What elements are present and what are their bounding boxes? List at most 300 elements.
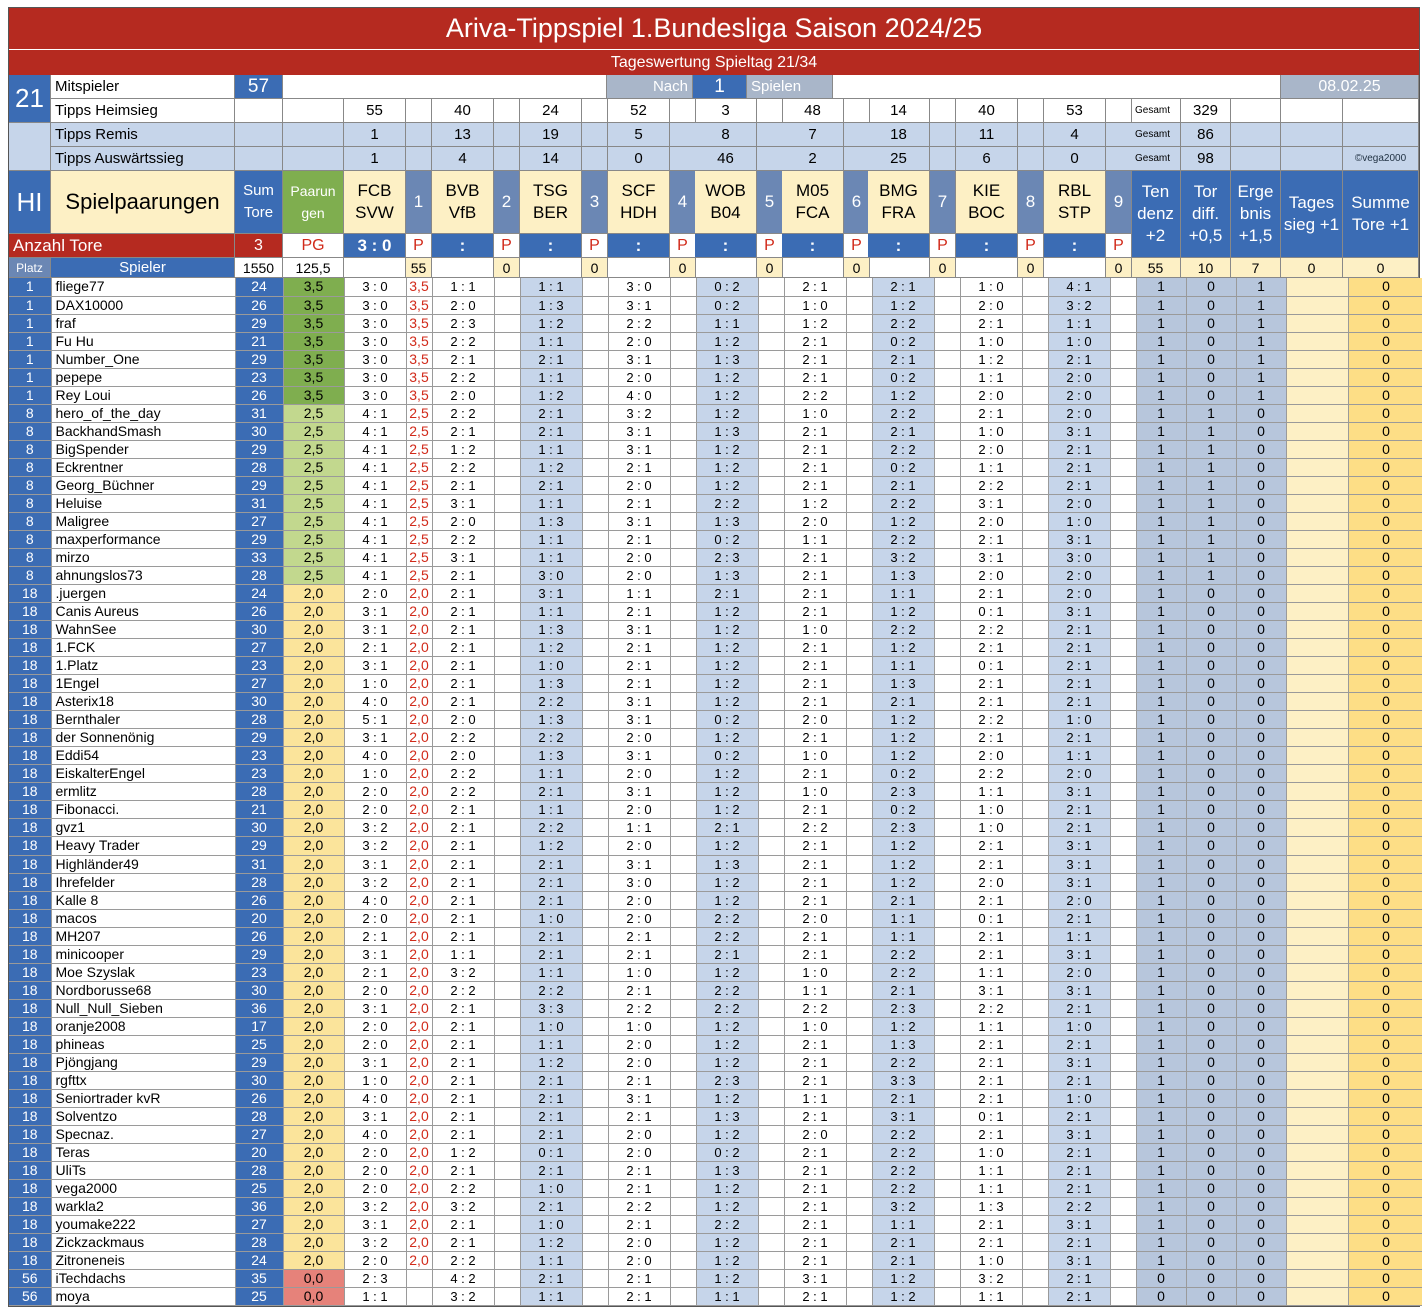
spieler-name: Fu Hu	[51, 332, 235, 350]
points-cell	[494, 801, 520, 819]
home-team: WOB	[705, 181, 746, 200]
spieler-name: Null_Null_Sieben	[51, 999, 235, 1017]
tipp-cell: 1 : 1	[784, 530, 846, 548]
points-cell	[1110, 1071, 1136, 1089]
points-cell	[934, 1144, 960, 1162]
points-cell	[1110, 1125, 1136, 1143]
platz-cell: 18	[9, 837, 51, 855]
tipp-cell: 2 : 1	[1048, 1107, 1110, 1125]
points-cell	[1022, 585, 1048, 603]
tendenz-cell: 1	[1136, 278, 1186, 296]
points-label: P	[582, 234, 608, 258]
points-cell	[846, 1071, 872, 1089]
points-cell	[582, 1089, 608, 1107]
points-cell	[582, 567, 608, 585]
tipp-cell: 2 : 0	[608, 891, 670, 909]
match-header	[782, 171, 844, 234]
paarungen-points: 2,0	[283, 657, 344, 675]
spieler-name: UliTs	[51, 1162, 235, 1180]
points-cell	[758, 819, 784, 837]
points-cell	[934, 1089, 960, 1107]
spieler-name: pepepe	[51, 368, 235, 386]
tipp-cell: 2 : 1	[784, 1107, 846, 1125]
platz-cell: 8	[9, 548, 51, 566]
tipp-cell: 1 : 1	[960, 1162, 1022, 1180]
ergebnis-cell: 0	[1236, 530, 1286, 548]
points-cell	[670, 981, 696, 999]
tipp-cell: 3 : 1	[608, 783, 670, 801]
away-team: B04	[710, 203, 741, 222]
sum-tore-cell: 28	[235, 1234, 283, 1252]
points-cell	[1110, 783, 1136, 801]
tipps-aus-total: 98	[1181, 147, 1231, 171]
tipps-heim-count: 3	[695, 99, 757, 123]
points-cell: 2,0	[406, 981, 432, 999]
tipp-cell: 3 : 1	[960, 494, 1022, 512]
home-team: KIE	[972, 181, 1001, 200]
points-cell	[934, 1071, 960, 1089]
blank-cell	[844, 99, 870, 123]
platz-cell: 18	[9, 675, 51, 693]
tipp-cell: 1 : 3	[520, 296, 582, 314]
points-cell	[670, 837, 696, 855]
paarungen-points: 3,5	[283, 278, 344, 296]
tordiff-cell: 1	[1186, 567, 1236, 585]
summe-tore-cell: 0	[1348, 693, 1422, 711]
points-total: 55	[406, 258, 432, 278]
summe-tore-cell: 0	[1348, 1198, 1422, 1216]
summe-tore-cell: 0	[1348, 783, 1422, 801]
ergebnis-header: Erge bnis +1,5	[1231, 171, 1281, 258]
points-cell	[670, 783, 696, 801]
tipp-cell: 1 : 1	[520, 1035, 582, 1053]
summe-tore-cell: 0	[1348, 548, 1422, 566]
tipp-cell: 1 : 0	[960, 1252, 1022, 1270]
points-cell	[494, 476, 520, 494]
tipp-cell: 2 : 0	[432, 296, 494, 314]
points-cell	[934, 801, 960, 819]
tordiff-cell: 0	[1186, 747, 1236, 765]
platz-cell: 18	[9, 603, 51, 621]
spieler-name: Number_One	[51, 350, 235, 368]
tendenz-cell: 1	[1136, 1107, 1186, 1125]
points-cell	[1110, 765, 1136, 783]
points-cell	[1022, 1035, 1048, 1053]
points-cell	[494, 386, 520, 404]
points-cell: 3,5	[406, 386, 432, 404]
platz-cell: 18	[9, 657, 51, 675]
spieler-name: Fibonacci.	[51, 801, 235, 819]
platz-cell: 18	[9, 747, 51, 765]
ergebnis-cell: 0	[1236, 1017, 1286, 1035]
tordiff-cell: 1	[1186, 494, 1236, 512]
tipp-cell: 1 : 2	[872, 639, 934, 657]
points-cell	[494, 1162, 520, 1180]
tipp-cell: 1 : 1	[520, 278, 582, 296]
tordiff-cell: 0	[1186, 855, 1236, 873]
tendenz-cell: 1	[1136, 458, 1186, 476]
points-cell	[1022, 657, 1048, 675]
spieler-name: hero_of_the_day	[51, 404, 235, 422]
tipp-cell: 2 : 1	[432, 1053, 494, 1071]
tipp-cell: 2 : 1	[1048, 675, 1110, 693]
ergebnis-cell: 0	[1236, 963, 1286, 981]
tipp-cell: 2 : 1	[432, 1125, 494, 1143]
tipp-cell: 1 : 1	[520, 603, 582, 621]
points-cell	[670, 621, 696, 639]
points-cell	[934, 1180, 960, 1198]
home-team: M05	[795, 181, 830, 200]
spieler-name: youmake222	[51, 1216, 235, 1234]
points-cell	[934, 855, 960, 873]
points-cell: 2,0	[406, 1198, 432, 1216]
table-row	[9, 909, 1422, 927]
points-cell	[846, 1162, 872, 1180]
points-cell	[670, 1198, 696, 1216]
spieler-name: rgfttx	[51, 1071, 235, 1089]
points-cell	[670, 1162, 696, 1180]
tipp-cell: 3 : 1	[608, 440, 670, 458]
tipp-cell: 2 : 1	[1048, 801, 1110, 819]
tendenz-cell: 1	[1136, 1071, 1186, 1089]
points-cell: 2,0	[406, 1035, 432, 1053]
spieler-name: iTechdachs	[51, 1270, 235, 1288]
mitspieler-count: 57	[235, 75, 283, 99]
tipp-cell: 1 : 2	[696, 404, 758, 422]
tipp-cell: 2 : 2	[432, 729, 494, 747]
tipp-cell: 2 : 1	[784, 368, 846, 386]
tipp-cell: 2 : 1	[960, 585, 1022, 603]
sum-tore-cell: 27	[235, 639, 283, 657]
platz-cell: 18	[9, 1035, 51, 1053]
tipp-cell: 2 : 1	[520, 1198, 582, 1216]
tipp-cell: 2 : 2	[872, 314, 934, 332]
summe-tore-cell: 0	[1348, 819, 1422, 837]
paarungen-points: 2,0	[283, 675, 344, 693]
points-cell	[670, 1071, 696, 1089]
points-cell: 2,0	[406, 1180, 432, 1198]
tipp-cell: 2 : 1	[784, 1216, 846, 1234]
tipp-cell: 4 : 0	[608, 386, 670, 404]
points-cell	[494, 440, 520, 458]
points-cell: 2,5	[406, 530, 432, 548]
summe-tore-cell: 0	[1348, 530, 1422, 548]
tipps-remis-count: 5	[608, 123, 670, 147]
summe-tore-cell: 0	[1348, 765, 1422, 783]
tordiff-cell: 0	[1186, 1017, 1236, 1035]
tipp-cell: 1 : 2	[784, 494, 846, 512]
points-cell	[494, 747, 520, 765]
tipp-cell: 1 : 2	[696, 639, 758, 657]
tipp-cell: 2 : 0	[344, 1162, 406, 1180]
points-cell	[1110, 1180, 1136, 1198]
ergebnis-cell: 0	[1236, 1071, 1286, 1089]
points-cell	[494, 837, 520, 855]
tordiff-cell: 0	[1186, 963, 1236, 981]
table-row	[9, 783, 1422, 801]
tipps-aus-label: Tipps Auswärtssieg	[51, 147, 235, 171]
tipp-cell: 3 : 2	[872, 1198, 934, 1216]
points-cell	[758, 729, 784, 747]
points-cell	[1022, 1216, 1048, 1234]
tipp-cell: 4 : 1	[344, 440, 406, 458]
match-header	[608, 171, 670, 234]
paarungen-points: 2,5	[283, 422, 344, 440]
points-cell	[494, 873, 520, 891]
match-result: 3 : 0	[344, 234, 406, 258]
tipp-cell: 1 : 0	[784, 1017, 846, 1035]
points-cell: 2,0	[406, 819, 432, 837]
points-cell	[494, 1180, 520, 1198]
match-result: :	[608, 234, 670, 258]
platz-cell: 18	[9, 1071, 51, 1089]
points-cell	[494, 765, 520, 783]
tipp-cell: 2 : 0	[608, 909, 670, 927]
table-row	[9, 332, 1422, 350]
tipp-cell: 4 : 0	[344, 1125, 406, 1143]
tipp-cell: 3 : 0	[344, 386, 406, 404]
page-title: Ariva-Tippspiel 1.Bundesliga Saison 2024/25	[9, 8, 1419, 49]
points-cell: 2,5	[406, 476, 432, 494]
points-cell	[758, 801, 784, 819]
tipp-cell: 2 : 1	[1048, 639, 1110, 657]
platz-cell: 1	[9, 350, 51, 368]
tagessieg-cell	[1286, 1180, 1348, 1198]
spieler-name: Maligree	[51, 512, 235, 530]
points-cell	[846, 512, 872, 530]
tipps-remis-count: 1	[344, 123, 406, 147]
table-row	[9, 1144, 1422, 1162]
match-number: 3	[582, 171, 608, 234]
blank-cell	[1018, 99, 1044, 123]
points-cell	[1022, 801, 1048, 819]
points-cell	[846, 675, 872, 693]
points-cell: 2,0	[406, 1144, 432, 1162]
points-cell	[934, 404, 960, 422]
tipp-cell: 1 : 2	[696, 1017, 758, 1035]
points-cell: 2,0	[406, 729, 432, 747]
tipp-cell: 3 : 0	[344, 368, 406, 386]
tordiff-cell: 0	[1186, 368, 1236, 386]
tipp-cell: 1 : 2	[696, 440, 758, 458]
tipp-cell: 1 : 1	[432, 278, 494, 296]
points-cell	[758, 675, 784, 693]
points-cell: 2,0	[406, 657, 432, 675]
ergebnis-cell: 0	[1236, 440, 1286, 458]
summe-tore-cell: 0	[1348, 927, 1422, 945]
ergebnis-cell: 1	[1236, 296, 1286, 314]
tipp-cell: 2 : 2	[872, 1162, 934, 1180]
tipp-cell: 2 : 2	[960, 621, 1022, 639]
tipp-cell: 1 : 1	[344, 1288, 406, 1306]
matchday-number: 21	[9, 75, 51, 123]
tendenz-cell: 1	[1136, 711, 1186, 729]
tagessieg-cell	[1286, 621, 1348, 639]
paarungen-points: 2,0	[283, 1035, 344, 1053]
tipp-cell: 2 : 1	[784, 567, 846, 585]
paarungen-points: 2,5	[283, 494, 344, 512]
match-header	[1044, 171, 1106, 234]
table-row	[9, 1125, 1422, 1143]
tipp-cell: 3 : 0	[344, 350, 406, 368]
points-cell	[846, 639, 872, 657]
points-cell	[846, 530, 872, 548]
paarungen-points: 2,0	[283, 621, 344, 639]
points-cell	[1022, 422, 1048, 440]
tipp-cell: 0 : 2	[872, 458, 934, 476]
points-cell	[846, 386, 872, 404]
tipp-cell: 2 : 2	[432, 1180, 494, 1198]
blank-cell	[1106, 147, 1132, 171]
tipp-cell: 1 : 0	[960, 819, 1022, 837]
tipp-cell: 2 : 1	[784, 422, 846, 440]
tipps-aus-count: 6	[956, 147, 1018, 171]
tipp-cell: 1 : 2	[872, 729, 934, 747]
sum-tore-cell: 31	[235, 404, 283, 422]
tipp-cell: 2 : 1	[1048, 729, 1110, 747]
tipp-cell: 2 : 2	[608, 1198, 670, 1216]
points-cell	[1022, 350, 1048, 368]
tipp-cell: 1 : 1	[520, 530, 582, 548]
points-cell	[846, 999, 872, 1017]
blank-cell	[608, 258, 670, 278]
points-total: 0	[670, 258, 696, 278]
points-cell	[582, 1144, 608, 1162]
paarungen-points: 2,0	[283, 783, 344, 801]
points-cell	[1022, 873, 1048, 891]
tipp-cell: 2 : 1	[784, 837, 846, 855]
paarungen-points: 3,5	[283, 350, 344, 368]
points-cell	[1022, 783, 1048, 801]
tagessieg-cell	[1286, 1125, 1348, 1143]
points-cell	[758, 1198, 784, 1216]
anzahl-tore-value: 3	[235, 234, 283, 258]
tipp-cell: 4 : 1	[344, 404, 406, 422]
tipp-cell: 3 : 1	[872, 1107, 934, 1125]
blank-cell	[833, 75, 1281, 99]
ergebnis-cell: 0	[1236, 512, 1286, 530]
tipp-cell: 2 : 1	[432, 639, 494, 657]
tipp-cell: 0 : 2	[696, 1144, 758, 1162]
tipp-cell: 2 : 0	[960, 873, 1022, 891]
points-cell	[1022, 1234, 1048, 1252]
points-cell	[934, 747, 960, 765]
tipp-cell: 2 : 0	[432, 711, 494, 729]
tipp-cell: 3 : 1	[1048, 530, 1110, 548]
spieler-name: mirzo	[51, 548, 235, 566]
tordiff-cell: 0	[1186, 711, 1236, 729]
tipp-cell: 2 : 2	[432, 368, 494, 386]
points-cell	[1110, 909, 1136, 927]
points-cell	[934, 422, 960, 440]
summe-tore-cell: 0	[1348, 855, 1422, 873]
tordiff-cell: 0	[1186, 999, 1236, 1017]
points-label: P	[1106, 234, 1132, 258]
tendenz-cell: 1	[1136, 440, 1186, 458]
match-number: 4	[670, 171, 696, 234]
points-cell	[1110, 729, 1136, 747]
sum-tore-cell: 26	[235, 296, 283, 314]
tipp-cell: 2 : 1	[960, 1125, 1022, 1143]
tipp-cell: 2 : 0	[1048, 404, 1110, 422]
tipp-cell: 3 : 1	[344, 621, 406, 639]
tipp-cell: 1 : 1	[1048, 747, 1110, 765]
points-cell	[1110, 548, 1136, 566]
platz-cell: 18	[9, 711, 51, 729]
points-cell	[758, 1053, 784, 1071]
ergebnis-cell: 1	[1236, 350, 1286, 368]
tipp-cell: 1 : 1	[960, 1180, 1022, 1198]
table-row	[9, 458, 1422, 476]
table-row	[9, 855, 1422, 873]
points-cell	[1022, 314, 1048, 332]
ergebnis-cell: 0	[1236, 603, 1286, 621]
points-cell	[1110, 1198, 1136, 1216]
points-cell	[494, 548, 520, 566]
points-cell	[670, 1125, 696, 1143]
points-cell	[494, 855, 520, 873]
blank-cell	[930, 99, 956, 123]
tipp-cell: 2 : 2	[608, 314, 670, 332]
points-cell	[1110, 891, 1136, 909]
tipp-cell: 1 : 2	[872, 386, 934, 404]
tordiff-cell: 1	[1186, 440, 1236, 458]
tipp-cell: 2 : 0	[344, 1017, 406, 1035]
tipp-cell: 2 : 1	[1048, 1035, 1110, 1053]
points-cell	[1110, 314, 1136, 332]
tipp-cell: 1 : 0	[784, 783, 846, 801]
tipp-cell: 2 : 2	[872, 963, 934, 981]
platz-cell: 1	[9, 314, 51, 332]
points-cell	[1022, 729, 1048, 747]
match-result: :	[782, 234, 844, 258]
points-cell	[1022, 368, 1048, 386]
tipp-cell: 2 : 1	[520, 350, 582, 368]
tipp-cell: 2 : 1	[1048, 621, 1110, 639]
tipp-cell: 2 : 1	[960, 927, 1022, 945]
ergebnis-cell: 0	[1236, 621, 1286, 639]
points-cell	[934, 458, 960, 476]
tipp-cell: 2 : 3	[872, 819, 934, 837]
spieler-name: warkla2	[51, 1198, 235, 1216]
blank-cell	[782, 258, 844, 278]
paarungen-points: 2,5	[283, 530, 344, 548]
tipp-cell: 1 : 1	[520, 548, 582, 566]
points-cell	[494, 1144, 520, 1162]
points-cell	[582, 801, 608, 819]
points-cell: 2,0	[406, 747, 432, 765]
tipp-cell: 2 : 0	[960, 512, 1022, 530]
blank-cell	[283, 99, 344, 123]
points-cell	[582, 729, 608, 747]
tipp-cell: 1 : 0	[520, 1180, 582, 1198]
tendenz-cell: 1	[1136, 494, 1186, 512]
paarungen-points: 2,0	[283, 1144, 344, 1162]
points-cell	[670, 999, 696, 1017]
points-cell	[670, 458, 696, 476]
tagessieg-cell	[1286, 567, 1348, 585]
points-cell	[934, 1288, 960, 1306]
sum-tore-cell: 31	[235, 494, 283, 512]
spieler-name: 1Engel	[51, 675, 235, 693]
summe-tore-cell: 0	[1348, 512, 1422, 530]
tipp-cell: 2 : 1	[784, 350, 846, 368]
points-cell	[494, 567, 520, 585]
table-row	[9, 765, 1422, 783]
points-cell	[670, 729, 696, 747]
tipp-cell: 2 : 2	[696, 909, 758, 927]
tagessieg-cell	[1286, 783, 1348, 801]
